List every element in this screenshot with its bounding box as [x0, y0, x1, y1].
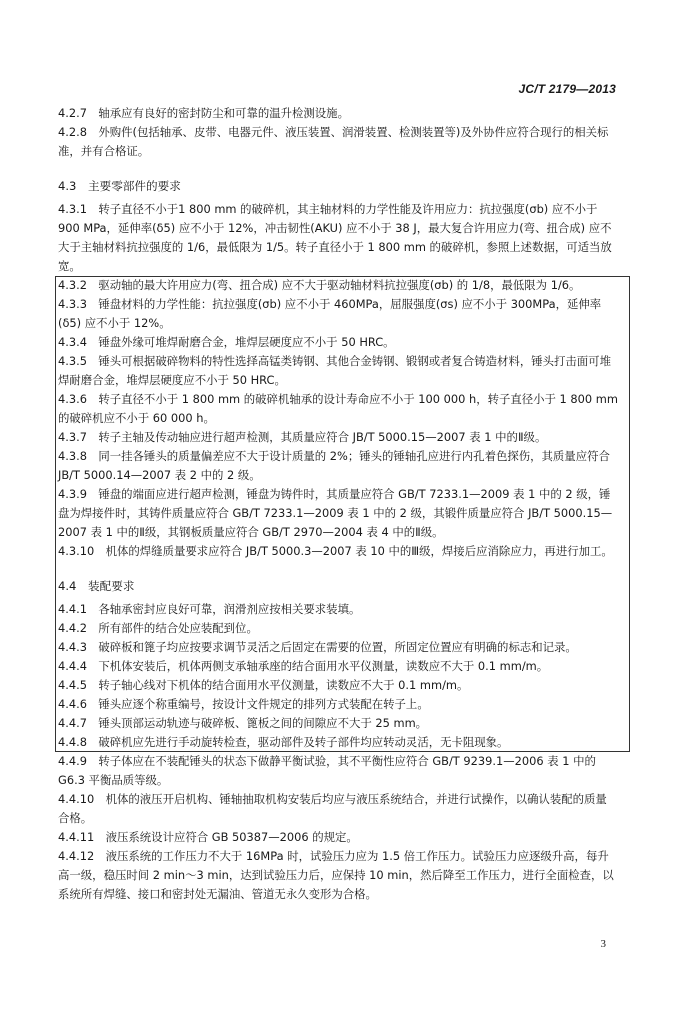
clause-4-3-9: 4.3.9 锤盘的端面应进行超声检测，锤盘为铸件时，其质量应符合 GB/T 7233.1—2009 表 1 中的 2 级，锤盘为焊接件时，其铸件质量应符合 GB/T 7233.1—2009 表 1 中的 2 级，其锻件质量应符合 JB/T 5000.15—2007 表 1 中的Ⅱ级，其钢板质量应符合 GB/T 2970—2004 表 4 中的Ⅱ级。 [58, 487, 613, 539]
page-number: 3 [600, 938, 606, 950]
clause-4-4-1: 4.4.1 各轴承密封应良好可靠，润滑剂应按相关要求装填。 [58, 602, 361, 616]
clause-4-4-7: 4.4.7 锤头顶部运动轨迹与破碎板、篦板之间的间隙应不大于 25 mm。 [58, 716, 428, 730]
clause-4-3-10: 4.3.10 机体的焊缝质量要求应符合 JB/T 5000.3—2007 表 10 中的Ⅲ级，焊接后应消除应力，再进行加工。 [58, 544, 613, 558]
clause-4-4-4: 4.4.4 下机体安装后，机体两侧支承轴承座的结合面用水平仪测量，读数应不大于 0.1 mm/m。 [58, 659, 549, 673]
document-body [58, 104, 618, 904]
clause-4-4-8: 4.4.8 破碎机应先进行手动旋转检查，驱动部件及转子部件均应转动灵活，无卡阻现象。 [58, 735, 509, 749]
clause-4-3-4: 4.3.4 锤盘外缘可堆焊耐磨合金，堆焊层硬度应不小于 50 HRC。 [58, 335, 395, 349]
clause-4-4-6: 4.4.6 锤头应逐个称重编号，按设计文件规定的排列方式装配在转子上。 [58, 697, 429, 711]
clause-4-3-2: 4.3.2 驱动轴的最大许用应力(弯、扭合成) 应不大于驱动轴材料抗拉强度(σb) 的 1/8，最低限为 1/6。 [58, 278, 581, 292]
clause-4-4-2: 4.4.2 所有部件的结合处应装配到位。 [58, 621, 258, 635]
clause-4-4-11: 4.4.11 液压系统设计应符合 GB 50387—2006 的规定。 [58, 830, 358, 844]
section-4-3-title: 4.3 主要零部件的要求 [58, 179, 181, 193]
standard-code-header: JC/T 2179—2013 [518, 82, 616, 96]
clause-4-2-7: 4.2.7 轴承应有良好的密封防尘和可靠的温升检测设施。 [58, 106, 349, 120]
clause-4-2-8: 4.2.8 外购件(包括轴承、皮带、电器元件、液压装置、润滑装置、检测装置等)及外协件应符合现行的相关标准，并有合格证。 [58, 125, 609, 158]
clause-4-4-3: 4.4.3 破碎板和篦子均应按要求调节灵活之后固定在需要的位置，所固定位置应有明确的标志和记录。 [58, 640, 577, 654]
section-4-4-title: 4.4 装配要求 [58, 579, 135, 593]
clause-4-4-9: 4.4.9 转子体应在不装配锤头的状态下做静平衡试验，其不平衡性应符合 GB/T 9239.1—2006 表 1 中的 G6.3 平衡品质等级。 [58, 754, 596, 787]
clause-4-3-8: 4.3.8 同一挂各锤头的质量偏差应不大于设计质量的 2%；锤头的锤轴孔应进行内孔着色探伤，其质量应符合 JB/T 5000.14—2007 表 2 中的 2 级。 [58, 449, 610, 482]
clause-4-3-3: 4.3.3 锤盘材料的力学性能：抗拉强度(σb) 应不小于 460MPa，屈服强度(σs) 应不小于 300MPa，延伸率(δ5) 应不小于 12%。 [58, 297, 602, 330]
clause-4-3-6: 4.3.6 转子直径不小于 1 800 mm 的破碎机轴承的设计寿命应不小于 100 000 h，转子直径小于 1 800 mm 的破碎机应不小于 60 000 h。 [58, 392, 618, 425]
clause-4-3-1: 4.3.1 转子直径不小于1 800 mm 的破碎机，其主轴材料的力学性能及许用应力：抗拉强度(σb) 应不小于 900 MPa，延伸率(δ5) 应不小于 12%，冲击韧性(AKU) 应不小于 38 J，最大复合许用应力(弯、扭合成) 应不大于主轴材料抗拉强度的 1/6，最低限为 1/5。转子直径小于 1 800 mm 的破碎机，参照上述数据，可适当放宽。 [58, 202, 612, 273]
clause-4-3-5: 4.3.5 锤头可根据破碎物料的特性选择高锰类铸钢、其他合金铸钢、锻钢或者复合铸造材料，锤头打击面可堆焊耐磨合金，堆焊层硬度应不小于 50 HRC。 [58, 354, 611, 387]
clause-4-3-7: 4.3.7 转子主轴及传动轴应进行超声检测，其质量应符合 JB/T 5000.15—2007 表 1 中的Ⅱ级。 [58, 430, 547, 444]
boxed-region [58, 276, 618, 752]
clause-4-4-10: 4.4.10 机体的液压开启机构、锤轴抽取机构安装后均应与液压系统结合，并进行试操作，以确认装配的质量合格。 [58, 792, 607, 825]
clause-4-4-5: 4.4.5 转子轴心线对下机体的结合面用水平仪测量，读数应不大于 0.1 mm/m。 [58, 678, 469, 692]
clause-4-4-12: 4.4.12 液压系统的工作压力不大于 16MPa 时，试验压力应为 1.5 倍工作压力。试验压力应逐级升高，每升高一级，稳压时间 2 min～3 min，达到试验压力后，应保持 10 min，然后降至工作压力，进行全面检查，以系统所有焊缝、接口和密封处无漏油、管道无永久变形为合格。 [58, 849, 614, 901]
